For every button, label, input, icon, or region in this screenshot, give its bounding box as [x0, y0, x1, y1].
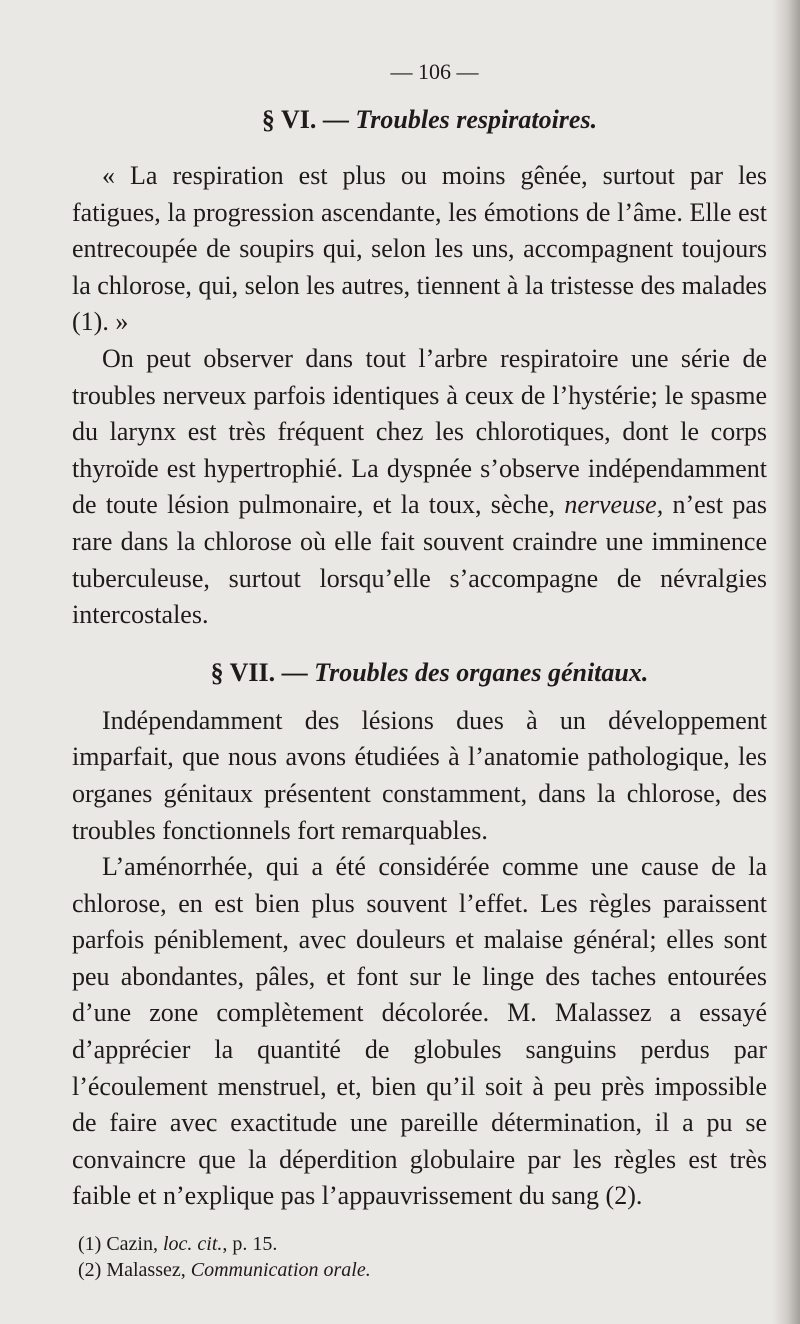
paragraph-text: On peut observer dans tout l’arbre respiratoire une série de troubles nerveux parfois identiques à ceux de l’hystérie; le spasme du larynx est très fréquent chez les chlorotiques, dont le corps thyroïde est hypertrophié. La dyspnée s’observe indépendamment de toute lésion pulmonaire, et la toux, sèche,	[72, 343, 767, 520]
footnote-lead: (1) Cazin,	[78, 1233, 163, 1256]
section-number: § VI. —	[261, 105, 356, 134]
spacer	[72, 634, 767, 655]
footnote-emph: Communication orale.	[190, 1259, 371, 1282]
page-number: — 106 —	[390, 59, 479, 84]
section-heading-respiratory	[72, 102, 767, 138]
footnotes	[72, 1231, 767, 1283]
section-heading-genital	[72, 655, 767, 691]
section-title: Troubles des organes génitaux.	[314, 657, 649, 687]
paragraph-genital-intro: Indépendamment des lésions dues à un développement imparfait, que nous avons étudiées à l’anatomie pathologique, les organes génitaux présentent constamment, dans la chlorose, des troubles fonctionnels fort remarquables.	[72, 705, 767, 845]
section-title: Troubles respiratoires.	[355, 105, 598, 134]
page-text	[72, 56, 767, 1283]
paragraph-respiratory	[72, 341, 767, 634]
footnote-lead: (2) Malassez,	[78, 1259, 191, 1282]
paragraph-quote: « La respiration est plus ou moins gênée, surtout par les fatigues, la progression ascendante, les émotions de l’âme. Elle est entrecoupée de soupirs qui, selon les uns, accompagnent toujours la chlorose, qui, selon les autres, tiennent à la tristesse des malades (1). »	[72, 161, 767, 337]
page-edge-shadow	[772, 0, 800, 1324]
paragraph-amenorrhea: L’aménorrhée, qui a été considérée comme une cause de la chlorose, en est bien plus souvent l’effet. Les règles paraissent parfois péniblement, avec douleurs et malaise général; elles sont peu abondantes, pâles, et font sur le linge des taches entourées d’une zone complètement décolorée. M. Malassez a essayé d’apprécier la quantité de globules sanguins perdus par l’écoulement menstruel, et, bien qu’il soit à peu près impossible de faire avec exactitude une pareille détermination, il a pu se convaincre que la déperdition globulaire par les règles est très faible et n’explique pas l’appauvrissement du sang (2).	[72, 852, 767, 1211]
footnote-1	[72, 1231, 767, 1257]
spacer	[72, 138, 767, 158]
section-number: § VII. —	[210, 657, 315, 687]
spacer	[72, 691, 767, 703]
footnote-tail: , p. 15.	[222, 1233, 278, 1256]
paragraph-text: n’est pas rare dans la chlorose où elle fait souvent craindre une imminence tuberculeuse, surtout lorsqu’elle s’accompagne de névralgies intercostales.	[72, 490, 768, 630]
footnote-emph: loc. cit.	[162, 1233, 223, 1256]
emphasis-text: nerveuse,	[564, 490, 664, 520]
footnote-2	[72, 1257, 767, 1283]
